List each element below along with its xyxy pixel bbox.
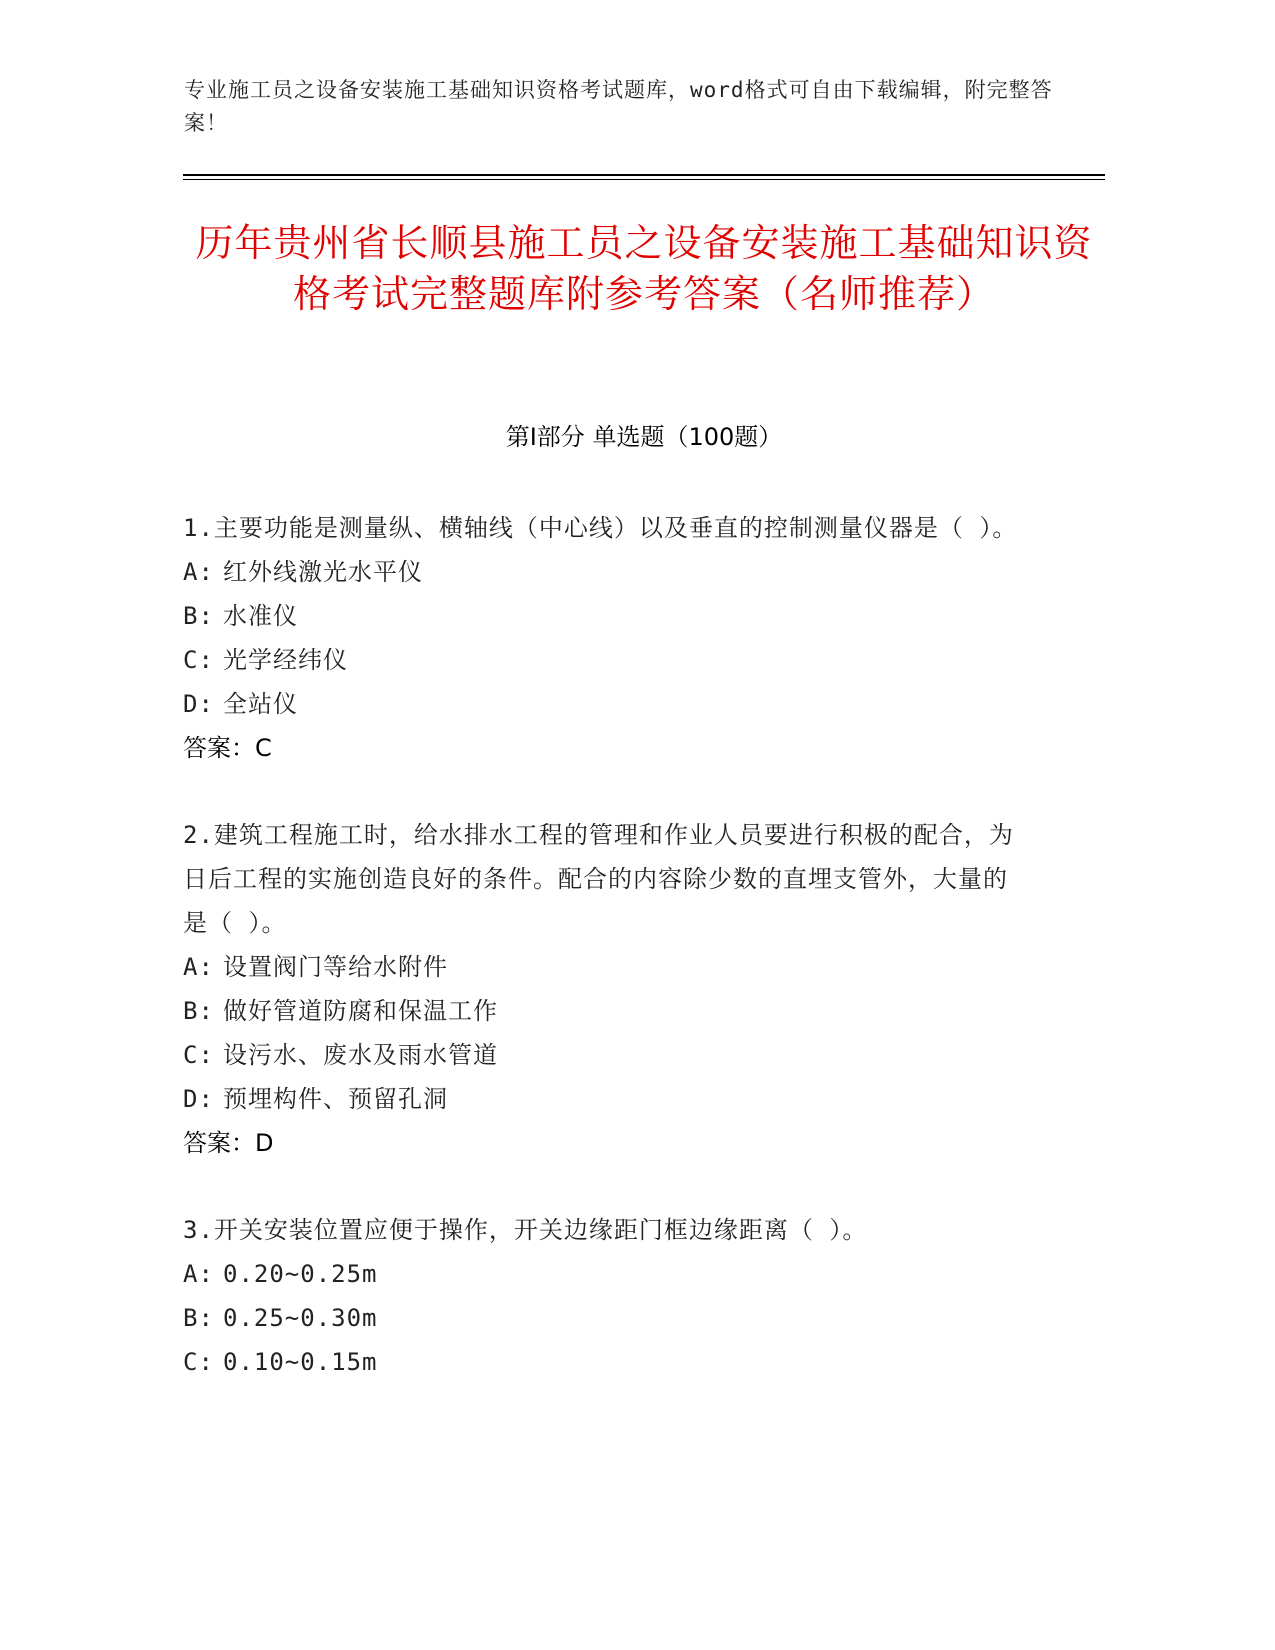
option-text: 光学经纬仪 <box>223 646 348 674</box>
option-b <box>183 1296 1023 1340</box>
option-b <box>183 989 1023 1033</box>
option-text: 设污水、废水及雨水管道 <box>223 1041 498 1069</box>
option-text: 做好管道防腐和保温工作 <box>223 997 498 1025</box>
header-divider-thin <box>183 179 1105 180</box>
answer-label: 答案： <box>183 1129 255 1157</box>
option-letter: D: <box>183 1085 214 1113</box>
answer-value: D <box>255 1129 274 1157</box>
question-3 <box>183 1208 1023 1384</box>
option-c <box>183 1340 1023 1384</box>
option-text: 水准仪 <box>223 602 298 630</box>
option-letter: B: <box>183 602 214 630</box>
header-note: 专业施工员之设备安装施工基础知识资格考试题库，word格式可自由下载编辑，附完整答案！ <box>184 78 1053 135</box>
option-letter: B: <box>183 997 214 1025</box>
option-a <box>183 1252 1023 1296</box>
question-2 <box>183 813 1023 1165</box>
option-letter: A: <box>183 1260 214 1288</box>
option-letter: A: <box>183 558 214 586</box>
option-text: 0.25~0.30m <box>223 1304 378 1332</box>
option-text: 0.10~0.15m <box>223 1348 378 1376</box>
section-title: 第Ⅰ部分 单选题（100题） <box>505 423 783 451</box>
document-title: 历年贵州省长顺县施工员之设备安装施工基础知识资格考试完整题库附参考答案（名师推荐） <box>195 221 1093 316</box>
option-c <box>183 1033 1023 1077</box>
answer-line <box>183 726 1023 770</box>
option-d <box>183 1077 1023 1121</box>
question-stem: 1.主要功能是测量纵、横轴线（中心线）以及垂直的控制测量仪器是（ ）。 <box>183 514 1018 542</box>
answer-value: C <box>255 734 272 762</box>
answer-line <box>183 1121 1023 1165</box>
option-letter: D: <box>183 690 214 718</box>
option-letter: C: <box>183 1348 214 1376</box>
option-text: 预埋构件、预留孔洞 <box>223 1085 448 1113</box>
option-a <box>183 945 1023 989</box>
question-stem: 3.开关安装位置应便于操作，开关边缘距门框边缘距离（ ）。 <box>183 1216 868 1244</box>
question-list <box>183 506 1023 1427</box>
option-d <box>183 682 1023 726</box>
option-a <box>183 550 1023 594</box>
option-text: 全站仪 <box>223 690 298 718</box>
question-stem: 2.建筑工程施工时，给水排水工程的管理和作业人员要进行积极的配合，为日后工程的实施创造良好的条件。配合的内容除少数的直埋支管外，大量的是（ ）。 <box>183 821 1014 937</box>
option-text: 0.20~0.25m <box>223 1260 378 1288</box>
option-letter: B: <box>183 1304 214 1332</box>
header-divider-thick <box>183 174 1105 176</box>
option-letter: C: <box>183 1041 214 1069</box>
answer-label: 答案： <box>183 734 255 762</box>
option-letter: C: <box>183 646 214 674</box>
option-c <box>183 638 1023 682</box>
question-1 <box>183 506 1023 770</box>
option-text: 红外线激光水平仪 <box>223 558 423 586</box>
option-text: 设置阀门等给水附件 <box>223 953 448 981</box>
option-letter: A: <box>183 953 214 981</box>
option-b <box>183 594 1023 638</box>
